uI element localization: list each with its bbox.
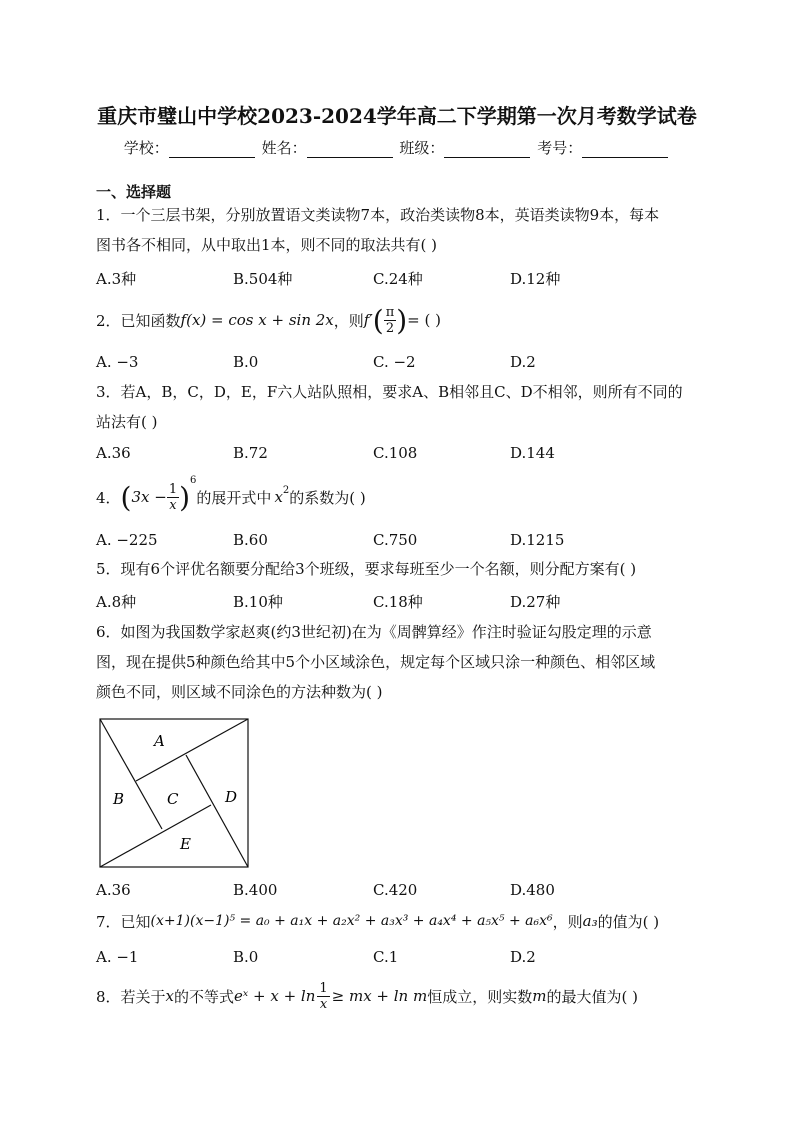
question-8 — [96, 976, 638, 1016]
question-2 — [96, 298, 441, 342]
q4-tail: 的系数为( ) — [289, 488, 366, 507]
id-blank[interactable] — [582, 143, 668, 158]
q6-option-d: D.480 — [510, 881, 555, 899]
q2-left-paren: ( — [372, 303, 384, 337]
region-label-c: C — [167, 790, 179, 808]
q4-x: x — [274, 488, 283, 506]
q7-suffix: 的值为( ) — [597, 912, 660, 931]
q8-lhs: eˣ + x + ln — [234, 987, 316, 1005]
page-title: 重庆市璧山中学校2023-2024学年高二下学期第一次月考数学试卷 — [97, 104, 697, 128]
q8-fraction — [317, 981, 329, 1012]
region-label-e: E — [180, 835, 191, 853]
class-blank[interactable] — [444, 143, 530, 158]
q2-option-a: A. −3 — [96, 353, 139, 371]
q8-denominator: x — [319, 996, 328, 1012]
q2-right-paren: ) — [396, 303, 408, 337]
question-1-line-2: 图书各不相同，从中取出1本，则不同的取法共有( ) — [96, 236, 438, 254]
q8-prefix: 8．若关于 — [96, 987, 166, 1006]
q6-option-a: A.36 — [96, 881, 131, 899]
q1-option-c: C.24种 — [373, 270, 423, 288]
q2-function: f(x) = cos x + sin 2x — [180, 311, 334, 329]
q3-option-d: D.144 — [510, 444, 555, 462]
q4-numerator: 1 — [168, 481, 178, 497]
diagram-line — [100, 719, 162, 829]
q7-prefix: 7．已知 — [96, 912, 151, 931]
q1-option-a: A.3种 — [96, 270, 137, 288]
q2-fraction — [384, 305, 397, 336]
q8-suffix: 的最大值为( ) — [546, 987, 638, 1006]
q4-left-paren: ( — [120, 480, 132, 514]
id-label: 考号： — [537, 139, 583, 157]
question-4 — [96, 473, 366, 521]
region-label-d: D — [225, 788, 238, 806]
question-3-line-1: 3．若A，B，C，D，E，F六人站队照相，要求A、B相邻且C、D不相邻，则所有不同的 — [96, 383, 683, 401]
q7-option-b: B.0 — [233, 948, 259, 966]
q7-option-d: D.2 — [510, 948, 536, 966]
question-7 — [96, 907, 659, 935]
q3-option-c: C.108 — [373, 444, 418, 462]
q8-x: x — [165, 987, 175, 1005]
q2-prefix: 2．已知函数 — [96, 311, 181, 330]
question-6-line-3: 颜色不同，则区域不同涂色的方法种数为( ) — [96, 683, 383, 701]
q4-option-d: D.1215 — [510, 531, 565, 549]
q4-lead: 3x − — [131, 488, 167, 506]
zhaoshuang-diagram — [99, 718, 249, 868]
q2-numerator: π — [385, 304, 395, 320]
q7-mid: ，则 — [552, 912, 583, 931]
q2-option-c: C. −2 — [373, 353, 416, 371]
q8-mid1: 的不等式 — [174, 987, 235, 1006]
region-label-a: A — [154, 732, 165, 750]
q7-expression: (x+1)(x−1)⁵ = a₀ + a₁x + a₂x² + a₃x³ + a₄x⁴ + a₅x⁵ + a₆x⁶ — [150, 913, 553, 929]
question-6-line-2: 图，现在提供5种颜色给其中5个小区域涂色，规定每个区域只涂一种颜色、相邻区域 — [96, 653, 656, 671]
q8-rhs: ≥ mx + ln m — [331, 987, 428, 1005]
q2-fprime: f′ — [363, 311, 373, 329]
q6-option-b: B.400 — [233, 881, 278, 899]
q5-option-c: C.18种 — [373, 593, 423, 611]
q5-option-a: A.8种 — [96, 593, 137, 611]
question-5: 5．现有6个评优名额要分配给3个班级，要求每班至少一个名额，则分配方案有( ) — [96, 560, 637, 578]
q4-fraction — [167, 482, 179, 513]
question-1-line-1: 1．一个三层书架，分别放置语文类读物7本，政治类读物8本，英语类读物9本，每本 — [96, 206, 660, 224]
q4-exponent: 6 — [190, 475, 197, 486]
q4-text: 的展开式中 — [196, 488, 272, 507]
q4-denominator: x — [169, 497, 177, 513]
q4-option-b: B.60 — [233, 531, 268, 549]
q8-m: m — [532, 987, 547, 1005]
class-label: 班级： — [399, 139, 445, 157]
q2-option-d: D.2 — [510, 353, 536, 371]
q4-right-paren: ) — [179, 480, 191, 514]
section-heading: 一、选择题 — [96, 183, 172, 201]
q8-mid2: 恒成立，则实数 — [427, 987, 533, 1006]
q2-mid: ，则 — [333, 311, 364, 330]
diagram-line — [100, 805, 211, 867]
q4-option-a: A. −225 — [96, 531, 158, 549]
name-blank[interactable] — [307, 143, 393, 158]
q5-option-b: B.10种 — [233, 593, 283, 611]
name-label: 姓名： — [261, 139, 307, 157]
question-3-line-2: 站法有( ) — [96, 413, 158, 431]
q5-option-d: D.27种 — [510, 593, 561, 611]
q3-option-b: B.72 — [233, 444, 268, 462]
q4-option-c: C.750 — [373, 531, 418, 549]
q4-x-exponent: 2 — [282, 485, 290, 496]
q4-prefix: 4． — [96, 488, 121, 507]
q1-option-b: B.504种 — [233, 270, 293, 288]
school-blank[interactable] — [169, 143, 255, 158]
q1-option-d: D.12种 — [510, 270, 561, 288]
region-label-b: B — [113, 790, 125, 808]
q6-option-c: C.420 — [373, 881, 418, 899]
q2-option-b: B.0 — [233, 353, 259, 371]
diagram-line — [186, 755, 248, 867]
q7-option-c: C.1 — [373, 948, 399, 966]
school-label: 学校： — [123, 139, 169, 157]
q7-option-a: A. −1 — [96, 948, 139, 966]
q8-numerator: 1 — [319, 980, 328, 996]
q3-option-a: A.36 — [96, 444, 131, 462]
q2-suffix: = ( ) — [407, 311, 441, 329]
q7-var: a₃ — [582, 912, 598, 930]
diagram-line — [136, 719, 248, 781]
question-6-line-1: 6．如图为我国数学家赵爽(约3世纪初)在为《周髀算经》作注时验证勾股定理的示意 — [96, 623, 652, 641]
student-info-line — [0, 137, 794, 158]
q2-denominator: 2 — [385, 320, 395, 336]
